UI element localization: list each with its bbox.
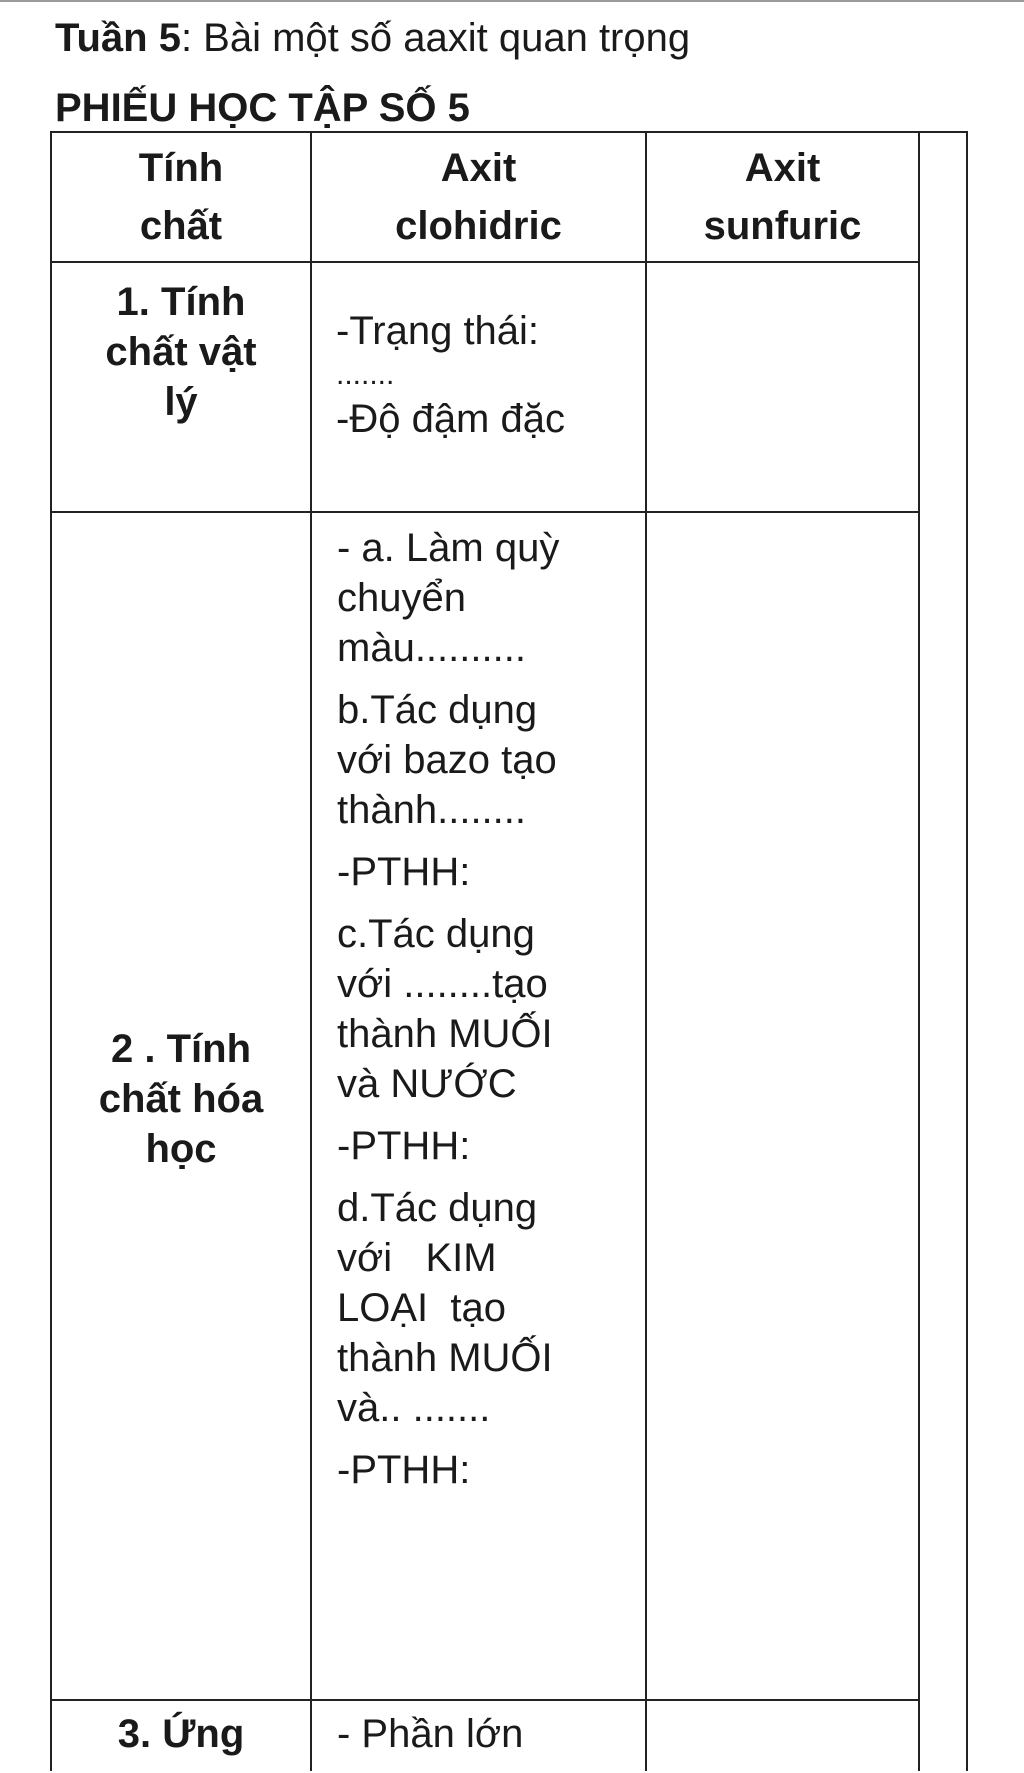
header-hydrochloric-acid xyxy=(312,139,645,255)
physical-hcl-content xyxy=(336,303,565,447)
content-line: và NƯỚC xyxy=(337,1062,517,1106)
row-label-chemical xyxy=(52,1024,310,1174)
title-topic: : Bài một số aaxit quan trọng xyxy=(180,16,691,60)
content-line: thành MUỐI xyxy=(337,1012,553,1056)
row-label-line: lý xyxy=(164,380,198,424)
row-label-line: chất vật xyxy=(105,330,257,374)
content-line: -PTHH: xyxy=(337,850,471,894)
content-line: với ........tạo xyxy=(337,962,548,1006)
row-label-line: học xyxy=(145,1127,217,1171)
top-rule xyxy=(0,0,1024,2)
content-line: -PTHH: xyxy=(337,1124,471,1168)
header-h2so4-line: sunfuric xyxy=(703,204,862,248)
content-line: với KIM xyxy=(337,1236,497,1280)
header-sulfuric-acid xyxy=(647,139,918,255)
application-h2so4-cell xyxy=(647,1701,918,1773)
content-line: c.Tác dụng xyxy=(337,912,535,956)
row-label-physical xyxy=(52,277,310,427)
row-label-application: 3. Ứng xyxy=(117,1712,245,1756)
content-line: -PTHH: xyxy=(337,1448,471,1492)
content-line: chuyển xyxy=(337,576,466,620)
row-label-line: 2 . Tính xyxy=(111,1027,251,1071)
content-line: d.Tác dụng xyxy=(337,1186,538,1230)
header-hcl-line: Axit xyxy=(440,146,517,190)
row-label-line: chất hóa xyxy=(98,1077,264,1121)
content-line: LOẠI tạo xyxy=(337,1286,506,1330)
title-week: Tuần 5 xyxy=(55,16,181,60)
column-divider-1 xyxy=(310,133,312,1771)
content-line: -Trạng thái: xyxy=(336,309,540,353)
header-property-line: chất xyxy=(139,204,223,248)
content-line: thành MUỐI xyxy=(337,1336,553,1380)
header-h2so4-line: Axit xyxy=(744,146,821,190)
column-divider-3 xyxy=(918,133,920,1771)
document-title xyxy=(55,10,690,66)
worksheet-title: PHIẾU HỌC TẬP SỐ 5 xyxy=(55,86,470,130)
header-property-line: Tính xyxy=(138,146,224,190)
header-hcl-line: clohidric xyxy=(395,204,562,248)
physical-h2so4-cell xyxy=(647,263,918,511)
content-line: b.Tác dụng xyxy=(337,688,538,732)
chemical-h2so4-cell xyxy=(647,513,918,1699)
row-label-line: 1. Tính xyxy=(116,280,246,324)
header-property xyxy=(52,139,310,255)
content-line: - Phần lớn xyxy=(337,1712,524,1756)
content-line: -Độ đậm đặc xyxy=(336,397,565,441)
content-line: thành........ xyxy=(337,788,527,832)
content-line: với bazo tạo xyxy=(337,738,557,782)
content-line: - a. Làm quỳ xyxy=(337,526,560,570)
application-hcl-content xyxy=(337,1709,523,1759)
content-line: ....... xyxy=(336,358,395,391)
content-line: và.. ....... xyxy=(337,1386,491,1430)
worksheet-table xyxy=(50,131,968,1771)
chemical-hcl-content xyxy=(337,523,559,1495)
content-line: màu.......... xyxy=(337,626,526,670)
